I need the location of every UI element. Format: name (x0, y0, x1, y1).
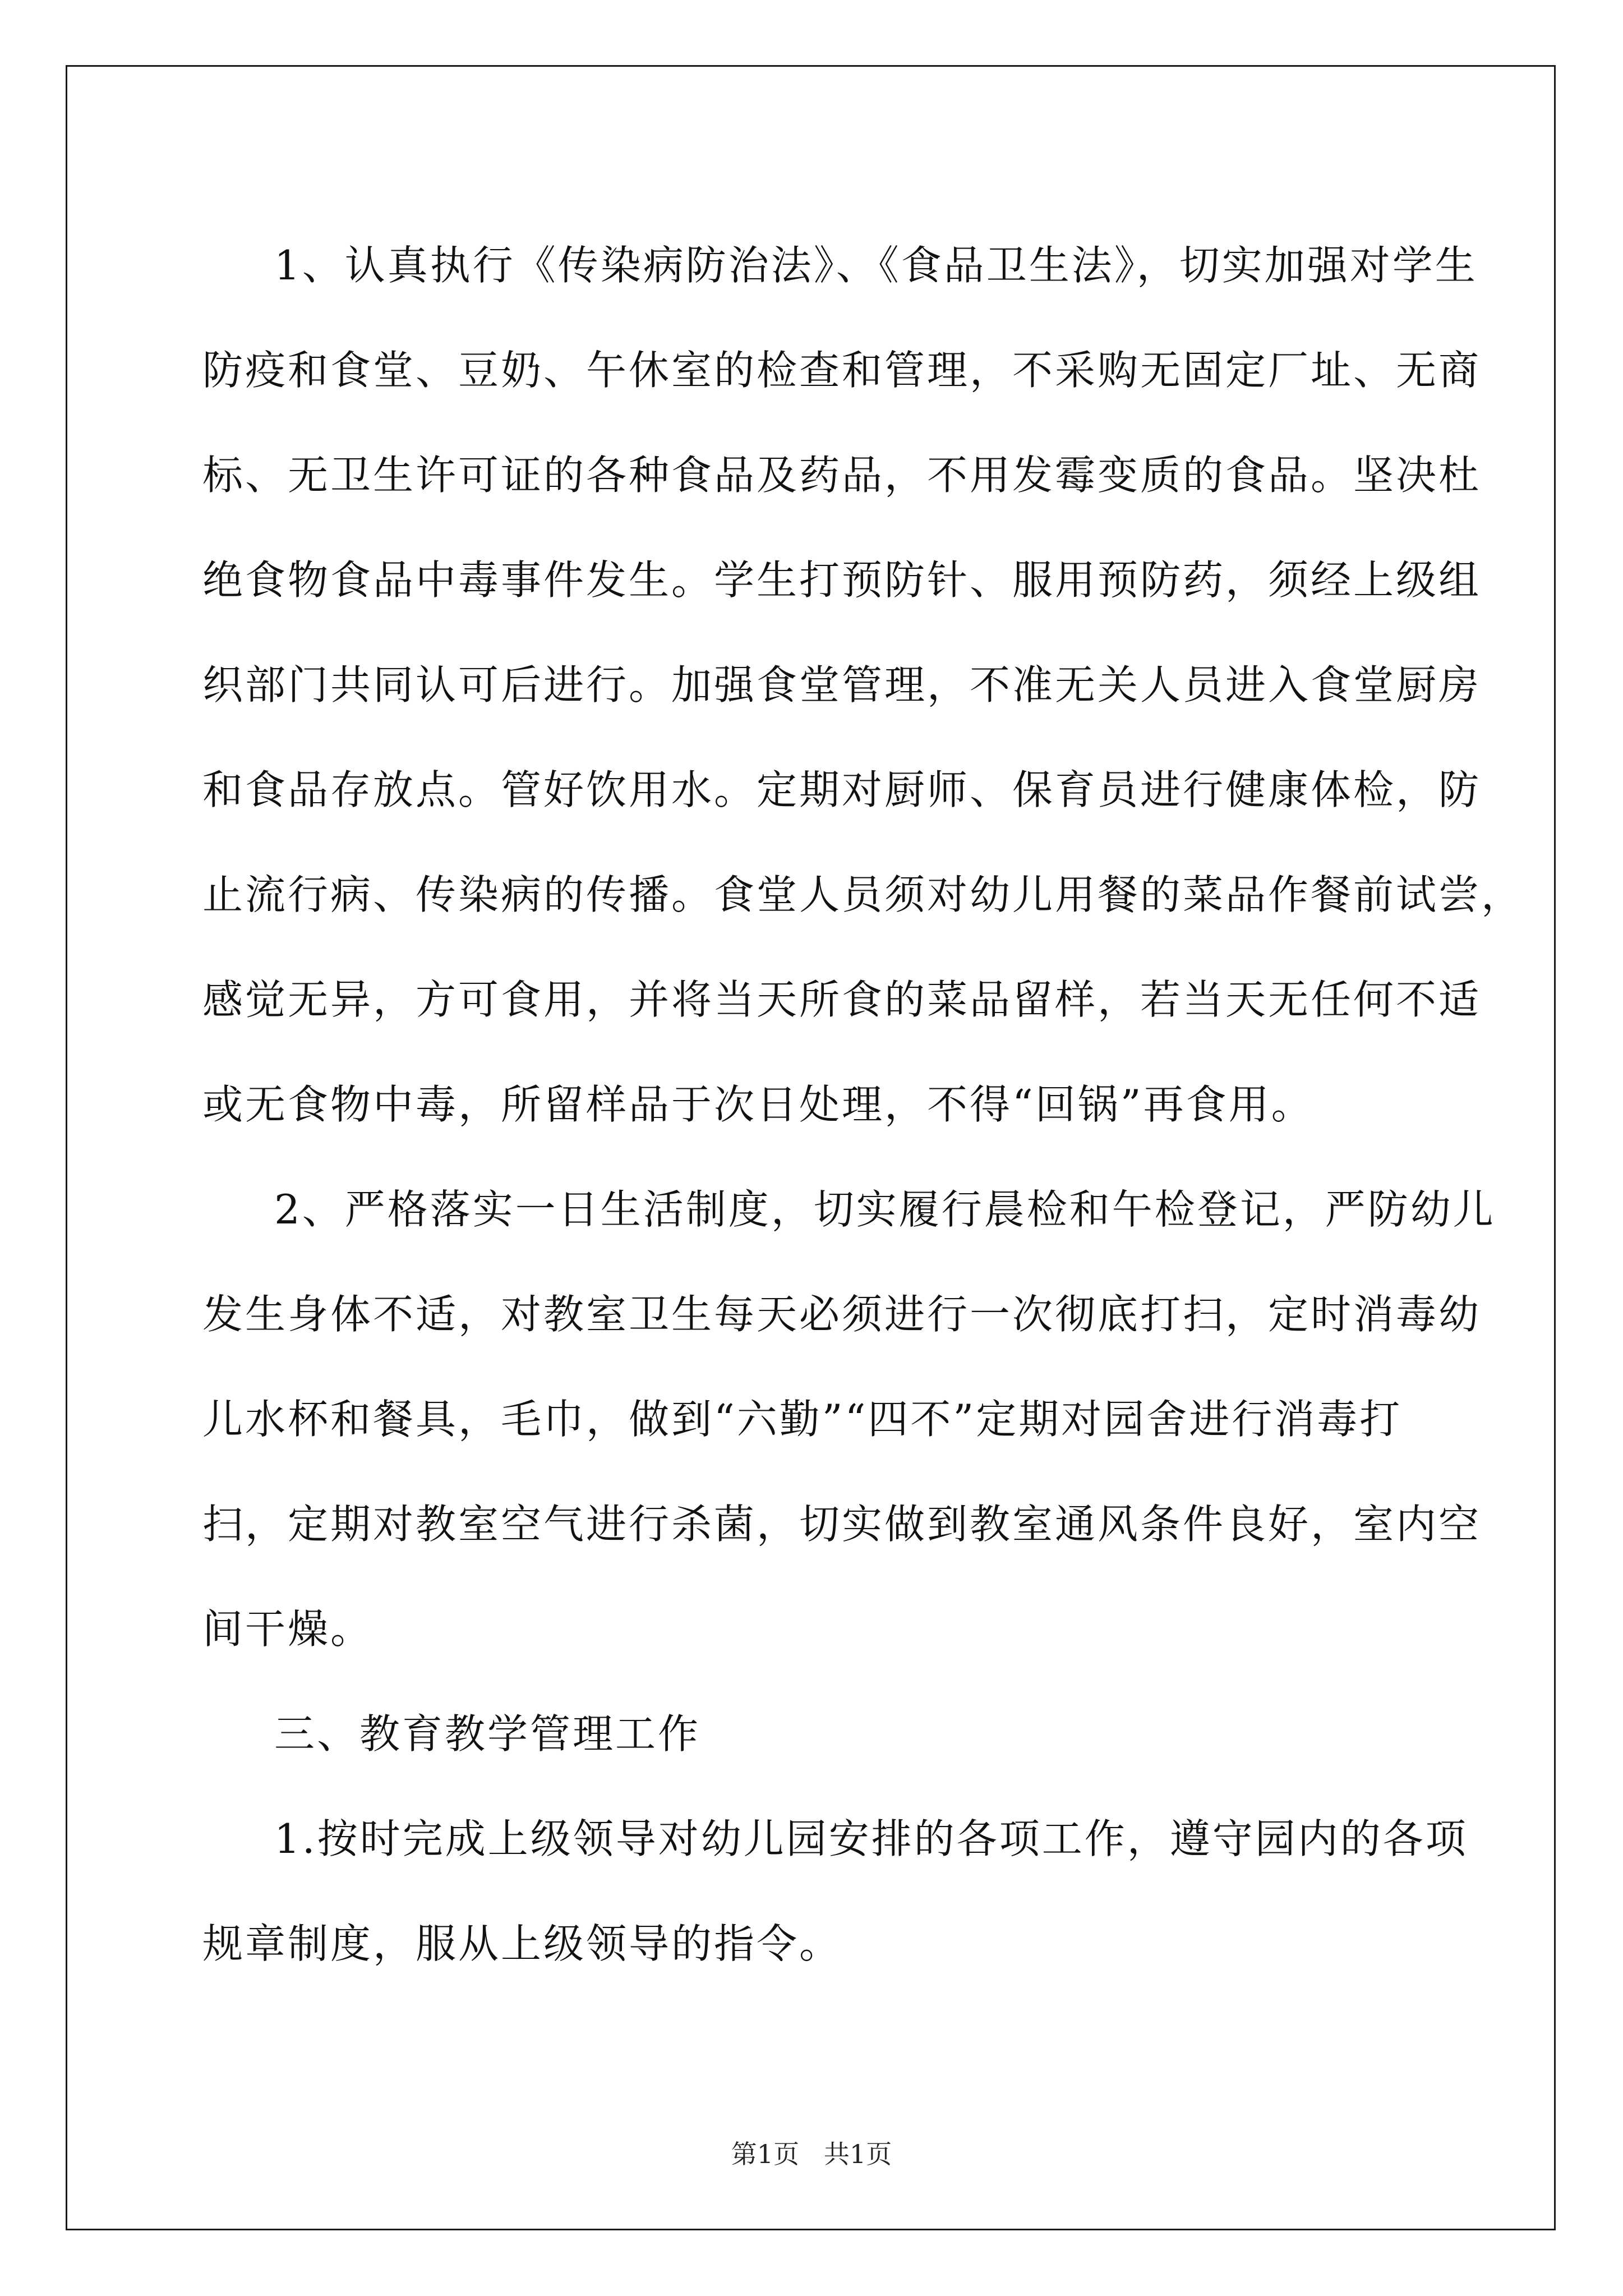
paragraph-2-line: 扫，定期对教室空气进行杀菌，切实做到教室通风条件良好，室内空 (202, 1501, 1482, 1548)
paragraph-1-line: 织部门共同认可后进行。加强食堂管理，不准无关人员进入食堂厨房 (202, 661, 1482, 708)
paragraph-1-line: 标、无卫生许可证的各种食品及药品，不用发霉变质的食品。坚决杜 (202, 452, 1482, 499)
paragraph-1-line: 和食品存放点。管好饮用水。定期对厨师、保育员进行健康体检，防 (202, 766, 1482, 813)
paragraph-1-line: 防疫和食堂、豆奶、午休室的检查和管理，不采购无固定厂址、无商 (202, 347, 1482, 394)
paragraph-1-line: 绝食物食品中毒事件发生。学生打预防针、服用预防药，须经上级组 (202, 556, 1482, 604)
paragraph-1-line: 感觉无异，方可食用，并将当天所食的菜品留样，若当天无任何不适 (202, 976, 1482, 1023)
paragraph-1-line: 止流行病、传染病的传播。食堂人员须对幼儿用餐的菜品作餐前试尝， (202, 871, 1524, 918)
paragraph-1-line: 1、认真执行《传染病防治法》、《食品卫生法》，切实加强对学生 (274, 242, 1478, 289)
paragraph-2-line: 发生身体不适，对教室卫生每天必须进行一次彻底打扫，定时消毒幼 (202, 1291, 1482, 1338)
document-body (202, 213, 1524, 1996)
paragraph-3-line: 1.按时完成上级领导对幼儿园安排的各项工作，遵守园内的各项 (274, 1815, 1468, 1862)
paragraph-3-line: 规章制度，服从上级领导的指令。 (202, 1920, 842, 1967)
section-heading: 三、教育教学管理工作 (274, 1710, 701, 1757)
paragraph-2-line: 2、严格落实一日生活制度，切实履行晨检和午检登记，严防幼儿 (274, 1186, 1496, 1233)
paragraph-1-line: 或无食物中毒，所留样品于次日处理，不得“回锅”再食用。 (202, 1081, 1314, 1128)
paragraph-2-line: 儿水杯和餐具，毛巾，做到“六勤”“四不”定期对园舍进行消毒打 (202, 1396, 1403, 1443)
page-number-footer: 第1页 共1页 (731, 2139, 892, 2169)
paragraph-2-line: 间干燥。 (202, 1605, 374, 1653)
